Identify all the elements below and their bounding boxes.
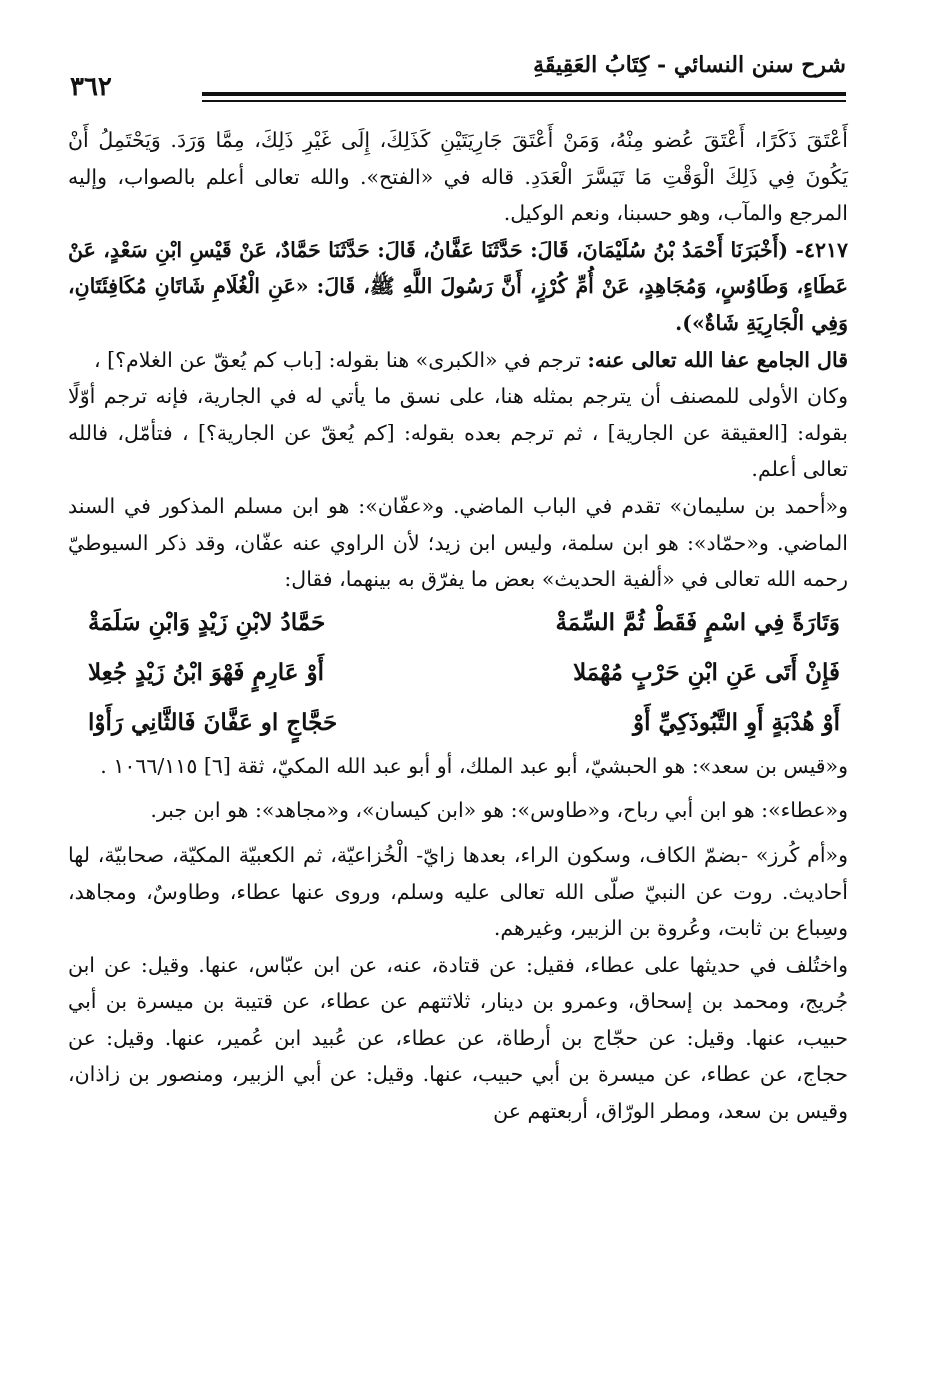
page-header bbox=[70, 52, 846, 112]
page-body bbox=[68, 122, 848, 1130]
jami-text: ترجم في «الكبرى» هنا بقوله: [باب كم يُعقّ عن الغلام؟] ، bbox=[94, 347, 581, 372]
header-rule-thin bbox=[202, 100, 846, 102]
verse-line bbox=[68, 598, 848, 648]
running-title: شرح سنن النسائي - كِتَابُ العَقِيقَةِ bbox=[533, 52, 846, 78]
paragraph-umm-kurz-bio: و«أم كُرز» -بضمّ الكاف، وسكون الراء، بعدها زايّ- الْخُزاعيّة، ثم الكعبيّة المكيّة، صحابيّة، لها أحاديث. روت عن النبيّ صلّى الله تعالى عليه وسلم، وروى عنها عطاء، وطاوسٌ، ومجاهد، وسِباع بن ثابت، وعُروة بن الزبير، وغيرهم. bbox=[68, 842, 848, 941]
paragraph-isnad-differences: واختُلف في حديثها على عطاء، فقيل: عن قتادة، عنه، عن ابن عبّاس، عنها. وقيل: عن ابن جُريج، ومحمد بن إسحاق، وعمرو بن دينار، ثلاثتهم عن عطاء، عن قتيبة بن ميسرة بن أبي حبيب، عنها. وقيل: عن حجّاج بن أرطاة، عن عطاء، عن عُبيد ابن عُمير، عنها. وقيل: عن حجاج، عن عطاء، عن ميسرة بن أبي حبيب، عنها. وقيل: عن أبي الزبير، ومنصور بن زاذان، وقيس بن سعد، ومطر الورّاق، أربعتهم عن bbox=[68, 952, 848, 1124]
paragraph-narrators-intro: و«أحمد بن سليمان» تقدم في الباب الماضي. و«عفّان»: هو ابن مسلم المذكور في السند الماضي. و«حمّاد»: هو ابن سلمة، وليس ابن زيد؛ لأن الراوي عنه عفّان، وقد ذكر السيوطيّ رحمه الله تعالى في «ألفية الحديث» بعض ما يفرّق به بينهما، فقال: bbox=[68, 493, 848, 592]
paragraph-closing-commentary: أَعْتَقَ ذَكَرًا، أَعْتَقَ عُضو مِنْهُ، وَمَنْ أَعْتَقَ جَارِيَتَيْنِ كَذَلِكَ، إِلَى غَيْرِ ذَلِكَ، مِمَّا وَرَدَ. وَيَحْتَمِلُ أَنْ يَكُونَ فِي ذَلِكَ الْوَقْتِ مَا تَيَسَّرَ الْعَدَدِ. قاله في «الفتح». والله تعالى أعلم بالصواب، وإليه المرجع والمآب، وهو حسبنا، ونعم الوكيل. bbox=[68, 128, 848, 226]
verse-first-hemistich: أَوْ هُدْبَةٍ أَوِ التَّبُوذَكِيِّ أَوْ bbox=[633, 708, 840, 736]
header-rule-thick bbox=[202, 92, 846, 96]
page-number: ٣٦٢ bbox=[70, 72, 112, 102]
verse-second-hemistich: حَمَّادُ لابْنِ زَيْدٍ وَابْنِ سَلَمَةْ bbox=[88, 608, 326, 636]
verse-first-hemistich: وَتَارَةً فِي اسْمٍ فَقَطْ ثُمَّ السِّمَةْ bbox=[555, 608, 840, 636]
paragraph-jami-note bbox=[68, 342, 848, 379]
verse-line bbox=[68, 648, 848, 698]
spacer bbox=[68, 784, 848, 792]
verse-second-hemistich: أَوْ عَارِمٍ فَهْوَ ابْنُ زَيْدٍ جُعِلا bbox=[88, 658, 325, 686]
spacer bbox=[68, 829, 848, 837]
paragraph-chapter-title-note: وكان الأولى للمصنف أن يترجم بمثله هنا، على نسق ما يأتي له في الجارية، فإنه ترجم أوّلًا بقوله: [العقيقة عن الجارية] ، ثم ترجم بعده بقوله: [كم يُعقّ عن الجارية؟] ، فتأمّل، فالله تعالى أعلم. bbox=[68, 384, 848, 482]
verse-block bbox=[68, 598, 848, 748]
verse-first-hemistich: فَإِنْ أَتَى عَنِ ابْنِ حَرْبٍ مُهْمَلا bbox=[573, 658, 840, 686]
hadith-4217: ٤٢١٧- (أَخْبَرَنَا أَحْمَدُ بْنُ سُلَيْمَانَ، قَالَ: حَدَّثَنَا عَفَّانُ، قَالَ: حَدَّثَنَا حَمَّادٌ، عَنْ قَيْسِ ابْنِ سَعْدٍ، عَنْ عَطَاءٍ، وَطَاوُسٍ، وَمُجَاهِدٍ، عَنْ أُمِّ كُرْزٍ، أَنَّ رَسُولَ اللَّهِ ﷺ، قَالَ: «عَنِ الْغُلَامِ شَاتَانِ مُكَافِئَتَانِ، وَفِي الْجَارِيَةِ شَاةٌ»). bbox=[68, 237, 848, 335]
paragraph-qays-bio: و«قيس بن سعد»: هو الحبشيّ، أبو عبد الملك، أو أبو عبد الله المكيّ، ثقة [٦] ١٠٦٦/١١٥ . bbox=[100, 753, 848, 778]
verse-second-hemistich: حَجَّاجٍ او عَفَّانَ فَالثَّانِي رَأَوْا bbox=[88, 708, 338, 736]
jami-label: قال الجامع عفا الله تعالى عنه: bbox=[587, 347, 848, 372]
verse-line bbox=[68, 698, 848, 748]
paragraph-ata-bio: و«عطاء»: هو ابن أبي رباح، و«طاوس»: هو «ابن كيسان»، و«مجاهد»: هو ابن جبر. bbox=[150, 798, 848, 823]
